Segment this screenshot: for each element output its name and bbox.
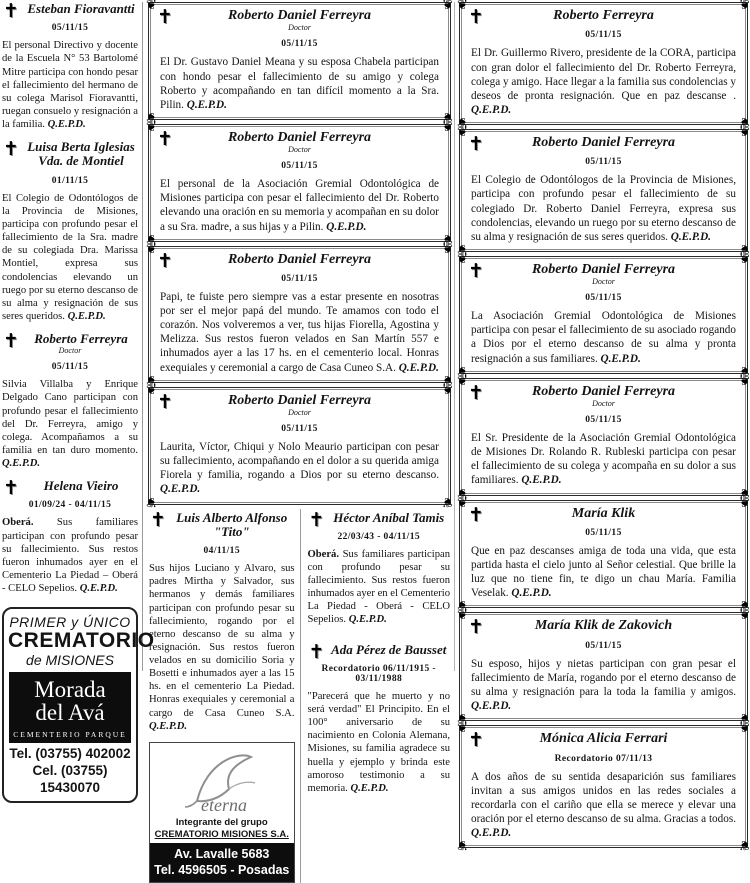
deceased-name: María Klik	[571, 505, 636, 521]
notice-body	[160, 177, 439, 233]
cross-icon: ✝	[157, 127, 173, 150]
notice-date: 01/09/24 - 04/11/15	[28, 500, 112, 511]
notice-text: Que en paz descanses amiga de toda una vida, que esta partida hasta el cielo junto al Señor celestial. Que brille la luz que no tiene fin, te digo un chau María. Familia Veselak.	[471, 544, 736, 600]
deceased-subtitle: Doctor	[58, 346, 82, 356]
deceased-name: Helena Vieiro	[43, 478, 119, 494]
corner-ornament-icon: ❦	[442, 108, 453, 124]
qepd-abbrev: Q.E.P.D.	[471, 827, 512, 840]
corner-ornament-icon: ❦	[457, 113, 468, 129]
deceased-subtitle: Doctor	[288, 408, 311, 418]
ad-line: de MISIONES	[26, 652, 114, 669]
obituary-notice	[307, 508, 451, 627]
qepd-abbrev: Q.E.P.D.	[521, 474, 562, 487]
ad-contact-box	[150, 843, 294, 883]
notice-date: 05/11/15	[281, 274, 318, 285]
notice-text: Sus hijos Luciano y Alvaro, sus padres Mirtha y Salvador, sus hermanos y demás familiares participan con profundo pesar su fallecimiento, rogando por el eterno descanso de su alma y resignación. Sus restos fueron velados en su domicilio Soria y Bosetti e inhumados ayer a las 15 hs. en el cementerio La Piedad. Honras exequiales y ceremonial a cargo de Casa Cuneo S.A.	[149, 563, 295, 719]
qepd-abbrev: Q.E.P.D.	[511, 587, 552, 600]
column-left	[0, 0, 155, 796]
notice-lead: Oberá.	[307, 548, 339, 560]
corner-ornament-icon: ❦	[146, 241, 157, 257]
corner-ornament-icon: ❦	[457, 362, 468, 378]
notice-body	[160, 290, 439, 375]
cross-icon: ✝	[468, 259, 484, 282]
deceased-subtitle: Doctor	[592, 277, 615, 287]
deceased-subtitle: Doctor	[288, 145, 311, 155]
deceased-name: Luis Alberto Alfonso "Tito"	[176, 509, 288, 539]
obituary-notice	[146, 241, 453, 387]
corner-ornament-icon: ❦	[739, 124, 750, 140]
ad-brand-box	[9, 672, 131, 743]
corner-ornament-icon: ❦	[739, 373, 750, 389]
corner-ornament-icon: ❦	[457, 608, 468, 624]
deceased-name: Roberto Daniel Ferreyra	[227, 392, 372, 408]
notice-body	[149, 562, 295, 733]
qepd-abbrev: Q.E.P.D.	[348, 614, 387, 626]
cross-icon: ✝	[157, 249, 173, 272]
ad-group-line: Integrante del grupo	[175, 816, 268, 828]
ad-group-name: CREMATORIO MISIONES S.A.	[154, 828, 289, 840]
notice-text: El Dr. Guillermo Rivero, presidente de la CORA, participa con gran dolor el fallecimiento del Dr. Roberto Ferreyra, colega y amigo. Hace llegar a la familia sus condolencias y deseos de pronta resignación. Que en paz descanse .	[471, 47, 736, 102]
corner-ornament-icon: ❦	[457, 240, 468, 256]
obituary-notice	[457, 0, 750, 129]
corner-ornament-icon: ❦	[442, 371, 453, 387]
obituary-notice	[146, 119, 453, 246]
deceased-name: Roberto Ferreyra	[553, 8, 654, 23]
notice-date: 05/11/15	[281, 39, 318, 50]
corner-ornament-icon: ❦	[442, 0, 453, 13]
obituary-notice	[146, 382, 453, 509]
swan-logo-icon	[167, 745, 277, 817]
notice-body	[471, 657, 736, 713]
corner-ornament-icon: ❦	[457, 710, 468, 726]
deceased-name: Héctor Aníbal Tamis	[333, 509, 445, 525]
obituary-notice	[457, 721, 750, 853]
notice-date: 05/11/15	[585, 415, 622, 426]
deceased-name: Roberto Daniel Ferreyra	[227, 251, 372, 267]
qepd-abbrev: Q.E.P.D.	[79, 583, 118, 595]
notice-text: El personal Directivo y docente de la Escuela N° 53 Bartolomé Mitre participa con hondo pesar el fallecimiento del hermano de su colega Marisol Fioravantti, ruegan consuelo y resignación a la familia.	[2, 40, 138, 131]
subcolumn-left	[148, 509, 300, 883]
notice-body	[471, 46, 736, 117]
ad-line: CREMATORIO	[8, 629, 155, 653]
notice-body	[160, 55, 439, 111]
qepd-abbrev: Q.E.P.D.	[47, 119, 86, 131]
notice-date: 22/03/43 - 04/11/15	[337, 531, 421, 542]
obituary-notice	[149, 508, 295, 733]
notice-text: Papi, te fuiste pero siempre vas a estar presente en nosotras por ser el mejor papá del mundo. Te amamos con todo el corazón. Nos volveremos a ver, tus hijas Fiorella, Agostina y Melizza. Sus restos fueron velados en San Martín 557 e inhumados ayer a las 17 hs. en el cementerio local. Honras exequiales y ceremonial a cargo de Casa Cuneo S.A.	[160, 291, 439, 374]
notice-text: Sus familiares participan con profundo pesar su fallecimiento. Sus restos fueron inhumados ayer en el Cementerio La Piedad - Oberá - CELO Sepelios.	[307, 548, 450, 626]
ad-address: Av. Lavalle 5683	[174, 846, 270, 861]
corner-ornament-icon: ❦	[146, 0, 157, 13]
corner-ornament-icon: ❦	[739, 251, 750, 267]
deceased-name: Roberto Daniel Ferreyra	[227, 129, 372, 145]
corner-ornament-icon: ❦	[457, 373, 468, 389]
deceased-name: Ada Pérez de Bausset	[331, 641, 447, 657]
obituary-notice	[457, 373, 750, 500]
corner-ornament-icon: ❦	[146, 382, 157, 398]
obituary-notice	[2, 332, 138, 470]
ad-brand-name: del Avá	[35, 700, 105, 726]
corner-ornament-icon: ❦	[146, 119, 157, 135]
qepd-abbrev: Q.E.P.D.	[149, 720, 188, 732]
cross-icon: ✝	[150, 508, 166, 531]
corner-ornament-icon: ❦	[146, 371, 157, 387]
deceased-name: Esteban Fioravantti	[27, 1, 135, 16]
corner-ornament-icon: ❦	[442, 241, 453, 257]
deceased-subtitle: Doctor	[288, 23, 311, 33]
corner-ornament-icon: ❦	[442, 119, 453, 135]
notice-body	[308, 548, 451, 627]
obituary-notice	[2, 2, 138, 131]
corner-ornament-icon: ❦	[739, 362, 750, 378]
obituary-notice	[2, 140, 138, 323]
qepd-abbrev: Q.E.P.D.	[160, 483, 201, 496]
column-right	[455, 0, 750, 853]
column-center-subrow	[148, 509, 451, 883]
notice-date: 05/11/15	[51, 362, 89, 373]
luz-eterna-logo	[150, 745, 294, 817]
notice-body	[2, 192, 138, 323]
ad-line: PRIMER y ÚNICO	[9, 614, 131, 631]
notice-date: 05/11/15	[585, 157, 622, 168]
logo-word: eterna	[200, 794, 247, 815]
subcolumn-right	[300, 509, 452, 883]
notice-body	[160, 440, 439, 496]
qepd-abbrev: Q.E.P.D.	[2, 458, 41, 470]
notice-body	[471, 309, 736, 365]
qepd-abbrev: Q.E.P.D.	[600, 352, 641, 365]
notice-date: Recordatorio 07/11/13	[554, 753, 653, 764]
notice-body	[2, 39, 138, 131]
cross-icon: ✝	[468, 381, 484, 404]
obituary-notice	[307, 640, 451, 795]
obituary-notice	[457, 608, 750, 726]
notice-date: 05/11/15	[585, 640, 622, 651]
deceased-name: Roberto Daniel Ferreyra	[531, 261, 676, 277]
cross-icon: ✝	[3, 0, 19, 22]
notice-body	[471, 431, 736, 487]
notice-text: El Sr. Presidente de la Asociación Gremial Odontológica de Misiones Dr. Rolando R. Rubleski participa con pesar el fallecimiento de su colega y acompaña en su dolor a sus familiares.	[471, 432, 736, 487]
cross-icon: ✝	[468, 729, 484, 752]
corner-ornament-icon: ❦	[739, 495, 750, 511]
crematorio-ad	[2, 607, 155, 803]
corner-ornament-icon: ❦	[739, 113, 750, 129]
notice-body	[471, 173, 736, 244]
corner-ornament-icon: ❦	[457, 484, 468, 500]
notice-date: 05/11/15	[585, 527, 622, 538]
notice-date: Recordatorio 06/11/1915 - 03/11/1988	[321, 663, 436, 684]
cross-icon: ✝	[157, 6, 173, 28]
corner-ornament-icon: ❦	[442, 493, 453, 509]
corner-ornament-icon: ❦	[739, 608, 750, 624]
corner-ornament-icon: ❦	[457, 0, 468, 13]
ad-cel: Cel. (03755) 15430070	[32, 763, 108, 796]
ad-phone	[8, 746, 132, 797]
cross-icon: ✝	[3, 477, 19, 500]
corner-ornament-icon: ❦	[442, 230, 453, 246]
cross-icon: ✝	[468, 503, 484, 526]
cross-icon: ✝	[157, 390, 173, 413]
ad-brand-name: Morada	[34, 677, 106, 703]
qepd-abbrev: Q.E.P.D.	[326, 220, 367, 233]
obituary-notice	[457, 124, 750, 256]
qepd-abbrev: Q.E.P.D.	[471, 700, 512, 713]
notice-lead: Oberá.	[2, 517, 34, 529]
notice-text: Laurita, Víctor, Chiqui y Nolo Meaurio participan con pesar su fallecimiento, acompañando en el dolor a su querida amiga Fiorela y familia, rogando a Dios por su eterno descanso.	[160, 441, 439, 482]
notice-text: El Colegio de Odontólogos de la Provincia de Misiones, participa con profundo pesar el fallecimiento de su colegiado Dr. Roberto Daniel Ferreyra, expresa sus condolencias, elevando un ruego por su eterno descanso de su alma y resignación de sus seres queridos.	[471, 174, 736, 243]
column-center	[143, 0, 455, 877]
notice-text: El Dr. Gustavo Daniel Meana y su esposa Chabela participan con hondo pesar el fallecimiento de su amigo y colega Roberto y acompañando en tan difícil momento a la Sra. Pilin.	[160, 56, 439, 111]
ad-brand-subtitle: CEMENTERIO PARQUE	[13, 730, 127, 740]
deceased-name: Roberto Daniel Ferreyra	[531, 134, 676, 150]
deceased-name: Roberto Daniel Ferreyra	[227, 8, 372, 23]
notice-text: El Colegio de Odontólogos de la Provincia de Misiones, participa con profundo pesar el fallecimiento de la Sra. madre de su colegiada Dra. Marissa Montiel, expresa sus condolencias elevando un ruego por su eterno descanso de su alma y resignación de sus seres queridos.	[2, 192, 138, 322]
cross-icon: ✝	[3, 330, 19, 353]
deceased-name: Roberto Ferreyra	[34, 331, 128, 347]
obituary-notice	[457, 251, 750, 378]
notice-text: La Asociación Gremial Odontológica de Misiones participa con pesar el fallecimiento de su asociado rogando a Dios por el eterno descanso de su alma y pronta resignación a sus familiares.	[471, 310, 736, 365]
cross-icon: ✝	[468, 132, 484, 155]
corner-ornament-icon: ❦	[457, 124, 468, 140]
corner-ornament-icon: ❦	[146, 230, 157, 246]
notice-body	[471, 770, 736, 841]
notice-body	[2, 516, 138, 595]
notice-date: 05/11/15	[585, 293, 622, 304]
notice-date: 04/11/15	[203, 546, 240, 557]
notice-date: 05/11/15	[51, 23, 89, 34]
qepd-abbrev: Q.E.P.D.	[398, 361, 439, 374]
corner-ornament-icon: ❦	[739, 837, 750, 853]
cross-icon: ✝	[308, 640, 325, 663]
corner-ornament-icon: ❦	[457, 837, 468, 853]
corner-ornament-icon: ❦	[739, 0, 750, 13]
qepd-abbrev: Q.E.P.D.	[67, 310, 106, 322]
corner-ornament-icon: ❦	[457, 251, 468, 267]
notice-text: Silvia Villalba y Enrique Delgado Cano participan con profundo pesar el fallecimiento del Dr. Ferreyra, amigo y colega. Acompañamos a su familia en tan duro momento.	[2, 379, 138, 456]
notice-body	[2, 378, 138, 470]
notice-text: Su esposo, hijos y nietas participan con gran pesar el fallecimiento de María, rogando por el eterno descanso de su alma y resignación para la toda la familia y amigos.	[471, 657, 736, 698]
obituary-notice	[146, 0, 453, 124]
notice-date: 01/11/15	[51, 175, 89, 186]
qepd-abbrev: Q.E.P.D.	[670, 230, 711, 243]
corner-ornament-icon: ❦	[739, 721, 750, 737]
notice-text: Sus familiares participan con profundo pesar su fallecimiento. Sus restos fueron inhumados ayer en el Cementerio La Piedad – Oberá - CELO Sepelios.	[2, 517, 138, 595]
corner-ornament-icon: ❦	[146, 108, 157, 124]
corner-ornament-icon: ❦	[146, 493, 157, 509]
notice-text: El personal de la Asociación Gremial Odontológica de Misiones participa con pesar el fallecimiento del Dr. Roberto elevando una oración en su memoria y acompañan en su dolor a su Sra. madre, a sus hijas y a Pilin.	[160, 178, 439, 233]
deceased-name: María Klik de Zakovich	[534, 618, 673, 634]
qepd-abbrev: Q.E.P.D.	[471, 103, 512, 116]
corner-ornament-icon: ❦	[457, 721, 468, 737]
cross-icon: ✝	[468, 616, 484, 639]
qepd-abbrev: Q.E.P.D.	[186, 98, 227, 111]
cross-icon: ✝	[468, 6, 484, 28]
ad-tel: Tel. (03755) 402002	[9, 746, 131, 762]
notice-text: A dos años de su sentida desaparición sus familiares invitan a sus amigos unidos en las redes sociales a recordarla con el cariño que ella se merece y elevar una oración por el eterno descanso de su alma. Gracias a todos.	[471, 770, 736, 825]
corner-ornament-icon: ❦	[739, 710, 750, 726]
luz-eterna-ad	[149, 742, 295, 883]
corner-ornament-icon: ❦	[442, 382, 453, 398]
corner-ornament-icon: ❦	[457, 495, 468, 511]
corner-ornament-icon: ❦	[457, 597, 468, 613]
corner-ornament-icon: ❦	[739, 240, 750, 256]
cross-icon: ✝	[308, 508, 325, 531]
deceased-name: Mónica Alicia Ferrari	[539, 731, 668, 747]
corner-ornament-icon: ❦	[739, 484, 750, 500]
deceased-subtitle: Doctor	[592, 399, 615, 409]
notice-date: 05/11/15	[281, 424, 318, 435]
ad-phone: Tel. 4596505 - Posadas	[154, 862, 290, 877]
cross-icon: ✝	[3, 138, 19, 161]
deceased-name: Luisa Berta Iglesias Vda. de Montiel	[27, 139, 135, 169]
corner-ornament-icon: ❦	[739, 597, 750, 613]
notice-text: "Parecerá que he muerto y no será verdad" El Principito. En el 100° aniversario de su nacimiento en Colonia Alemana, Misiones, su familia agradece su huella y ejemplo y brinda este amoroso testimonio a su memoria.	[307, 690, 450, 794]
notice-body	[308, 690, 451, 795]
notice-date: 05/11/15	[585, 30, 622, 41]
qepd-abbrev: Q.E.P.D.	[350, 782, 389, 794]
notice-body	[471, 544, 736, 600]
obituary-notice	[457, 495, 750, 613]
deceased-name: Roberto Daniel Ferreyra	[531, 383, 676, 399]
notice-date: 05/11/15	[281, 161, 318, 172]
obituary-notice	[2, 479, 138, 595]
